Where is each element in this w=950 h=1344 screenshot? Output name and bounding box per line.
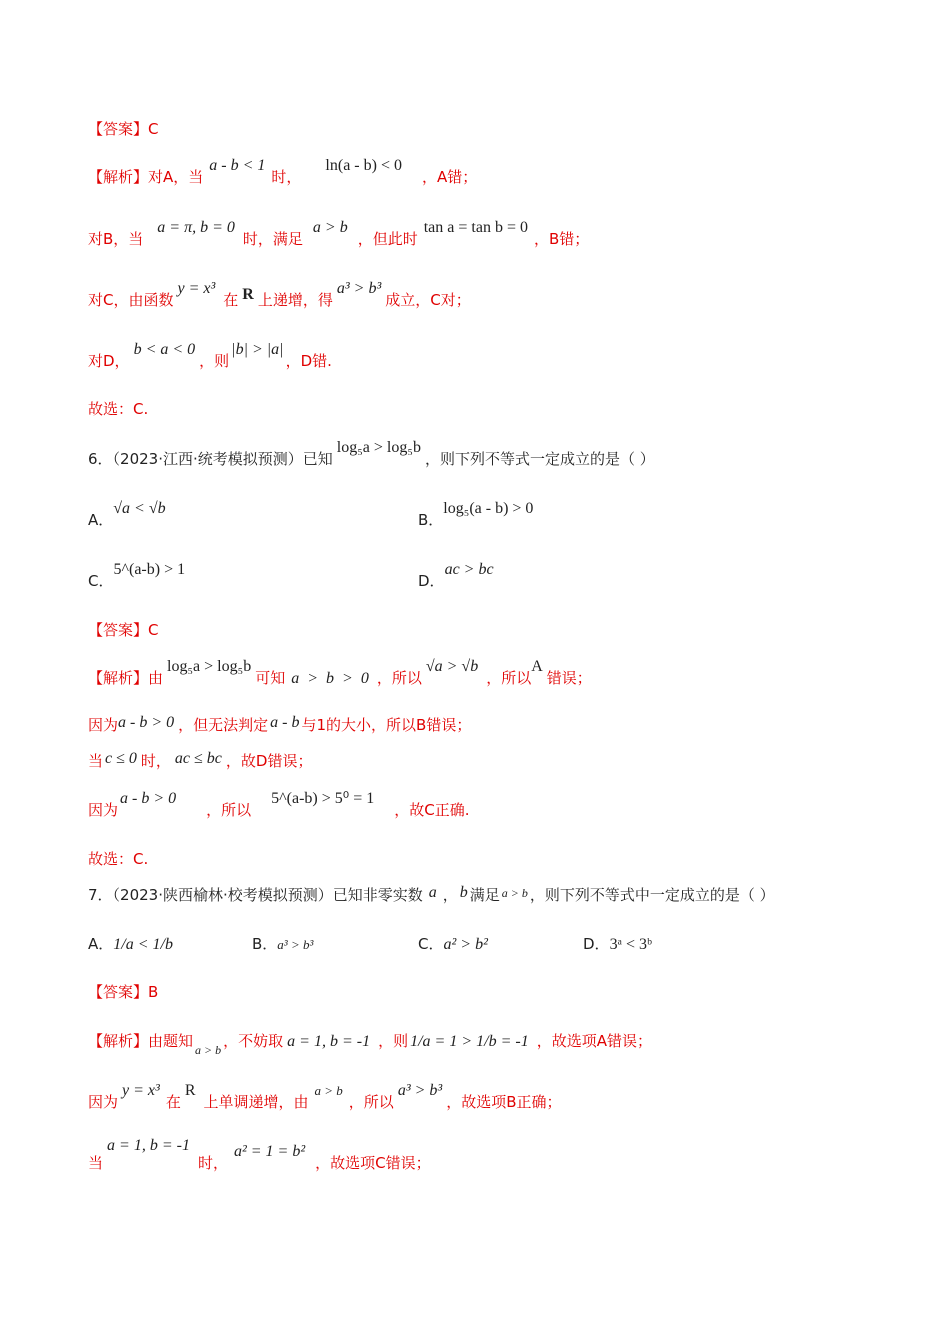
math-expr: a = 1, b = -1 (287, 1033, 371, 1050)
text: 在 (223, 291, 239, 309)
math-expr: 5^(a-b) > 5⁰ = 1 (271, 790, 375, 807)
text: 对D， (88, 352, 130, 370)
math-expr: log₅a > log₅b (336, 439, 421, 456)
math-expr: √a > √b (425, 658, 479, 675)
math-expr: a > b (314, 1083, 343, 1098)
q6-option-b (418, 500, 534, 530)
text: 对C，由函数 (88, 291, 174, 309)
text: 由 (148, 669, 164, 687)
text: ，所以 (206, 801, 252, 819)
math-expr: a - b (270, 714, 300, 731)
text: ，故选项A错误； (536, 1032, 652, 1050)
math-expr: a - b > 0 (118, 714, 175, 731)
q7-analysis-line-3 (88, 1137, 431, 1173)
text: 满足 (469, 886, 500, 904)
text: 因为 (88, 801, 119, 819)
option-label: A． (88, 511, 114, 529)
q6-analysis-line-4 (88, 790, 470, 820)
option-expr: 1/a < 1/b (113, 936, 173, 953)
option-expr: √a < √b (113, 500, 166, 517)
q7-analysis-line-1 (88, 1030, 652, 1057)
answer-tag: 【答案】 (88, 621, 149, 639)
text: ，故选项B正确； (446, 1093, 562, 1111)
q7-option-c (418, 933, 488, 954)
text: 当 (88, 1154, 104, 1172)
math-expr: a - b > 0 (120, 790, 177, 807)
text: 上递增，得 (257, 291, 333, 309)
math-expr: a > b > 0 (291, 670, 371, 687)
q6-option-a (88, 500, 166, 530)
text: ，所以 (348, 1093, 394, 1111)
analysis-tag: 【解析】 (88, 669, 149, 687)
math-expr: tan a = tan b = 0 (423, 219, 528, 236)
option-expr: a² > b² (443, 936, 488, 953)
q6-analysis-line-3 (88, 750, 312, 771)
math-expr: y = x³ (177, 280, 216, 297)
math-expr: R (242, 286, 254, 303)
text: 时， (197, 1154, 228, 1172)
text: ，则下列不等式中一定成立的是（ ） (529, 886, 775, 904)
q6-stem (88, 439, 655, 469)
text: ，故C正确. (394, 801, 470, 819)
q7-analysis-line-2 (88, 1082, 562, 1112)
text: 成立，C对； (385, 291, 471, 309)
math-expr: |b| > |a| (231, 341, 284, 358)
text: 由题知 (148, 1032, 194, 1050)
q6-option-c (88, 561, 186, 591)
text: 6．（2023·江西·统考模拟预测）已知 (88, 450, 333, 468)
answer-value: B (148, 983, 159, 1001)
text: ，则 (378, 1032, 409, 1050)
text: 当 (88, 752, 104, 770)
text: 在 (165, 1093, 181, 1111)
analysis-tag: 【解析】 (88, 168, 149, 186)
text: ， (442, 886, 458, 904)
q5-analysis-line-1 (88, 157, 478, 187)
option-expr: a³ > b³ (277, 937, 314, 952)
text: 因为 (88, 1093, 119, 1111)
q5-answer-line (88, 118, 159, 139)
math-expr: R (184, 1082, 196, 1099)
math-expr: ln(a - b) < 0 (325, 157, 402, 174)
math-expr: a - b < 1 (209, 157, 266, 174)
q7-stem (88, 884, 775, 905)
text: 可知 (255, 669, 286, 687)
text: 对B，当 (88, 230, 144, 248)
q5-analysis-line-4 (88, 341, 332, 371)
q7-option-b (252, 933, 313, 954)
option-label: A． (88, 935, 114, 953)
text: 与1的大小，所以B错误； (301, 716, 472, 734)
text: 7．（2023·陕西榆林·校考模拟预测）已知非零实数 (88, 886, 423, 904)
text: ，所以 (486, 669, 532, 687)
q7-answer-line (88, 981, 158, 1002)
option-expr: 5^(a-b) > 1 (113, 561, 186, 578)
option-label: D． (583, 935, 610, 953)
answer-value: C (148, 621, 159, 639)
text: ，B错； (533, 230, 590, 248)
math-expr: a (428, 884, 437, 901)
q7-option-a (88, 933, 173, 954)
analysis-tag: 【解析】 (88, 1032, 149, 1050)
text: ，A错； (421, 168, 478, 186)
text: 因为 (88, 716, 119, 734)
text: ，D错. (285, 352, 332, 370)
text: ，但无法判定 (178, 716, 269, 734)
math-expr: b < a < 0 (133, 341, 196, 358)
text: ，不妨取 (223, 1032, 284, 1050)
option-label: D． (418, 572, 445, 590)
q6-analysis-line-2 (88, 714, 471, 735)
option-expr: ac > bc (444, 561, 494, 578)
math-expr: y = x³ (122, 1082, 160, 1099)
math-expr: a³ > b³ (397, 1082, 443, 1099)
text: ，但此时 (357, 230, 418, 248)
text: 时，满足 (242, 230, 303, 248)
q7-option-d (583, 933, 652, 954)
option-expr: 3ᵃ < 3ᵇ (609, 936, 652, 953)
text: ，故D错误； (225, 752, 313, 770)
q6-conclusion: 故选：C. (88, 850, 149, 868)
math-expr: ac ≤ bc (174, 750, 222, 767)
text: ，则 (199, 352, 230, 370)
option-expr: log₅(a - b) > 0 (443, 500, 534, 517)
math-expr: a² = 1 = b² (233, 1143, 306, 1160)
math-expr: log₅a > log₅b (167, 658, 252, 675)
option-label: C． (88, 572, 114, 590)
option-label: B． (418, 511, 444, 529)
q6-analysis-line-1 (88, 658, 592, 688)
option-label: B． (252, 935, 278, 953)
q5-conclusion: 故选：C. (88, 400, 149, 418)
text: ，则下列不等式一定成立的是（ ） (424, 450, 655, 468)
answer-value: C (148, 120, 159, 138)
text: 时， (271, 168, 302, 186)
math-expr: a = 1, b = -1 (107, 1137, 190, 1154)
math-expr: a > b (195, 1043, 222, 1057)
q5-analysis-line-3 (88, 280, 471, 310)
text: 时， (140, 752, 171, 770)
math-expr: b (459, 884, 468, 901)
math-expr: c ≤ 0 (105, 750, 137, 767)
math-expr: 1/a = 1 > 1/b = -1 (410, 1033, 529, 1050)
text: ，所以 (376, 669, 422, 687)
option-label: C． (418, 935, 444, 953)
text: ，故选项C错误； (315, 1154, 431, 1172)
math-expr: a > b (312, 219, 348, 236)
text: 错误； (546, 669, 592, 687)
q5-analysis-line-2 (88, 219, 590, 249)
text: 上单调递增，由 (203, 1093, 309, 1111)
answer-tag: 【答案】 (88, 120, 149, 138)
math-expr: a³ > b³ (336, 280, 382, 297)
q6-answer-line (88, 619, 159, 640)
math-expr: a = π, b = 0 (157, 219, 235, 236)
text: 对A，当 (148, 168, 204, 186)
math-expr: a > b (501, 886, 528, 900)
math-expr: A (531, 658, 543, 675)
q6-option-d (418, 561, 494, 591)
answer-tag: 【答案】 (88, 983, 149, 1001)
